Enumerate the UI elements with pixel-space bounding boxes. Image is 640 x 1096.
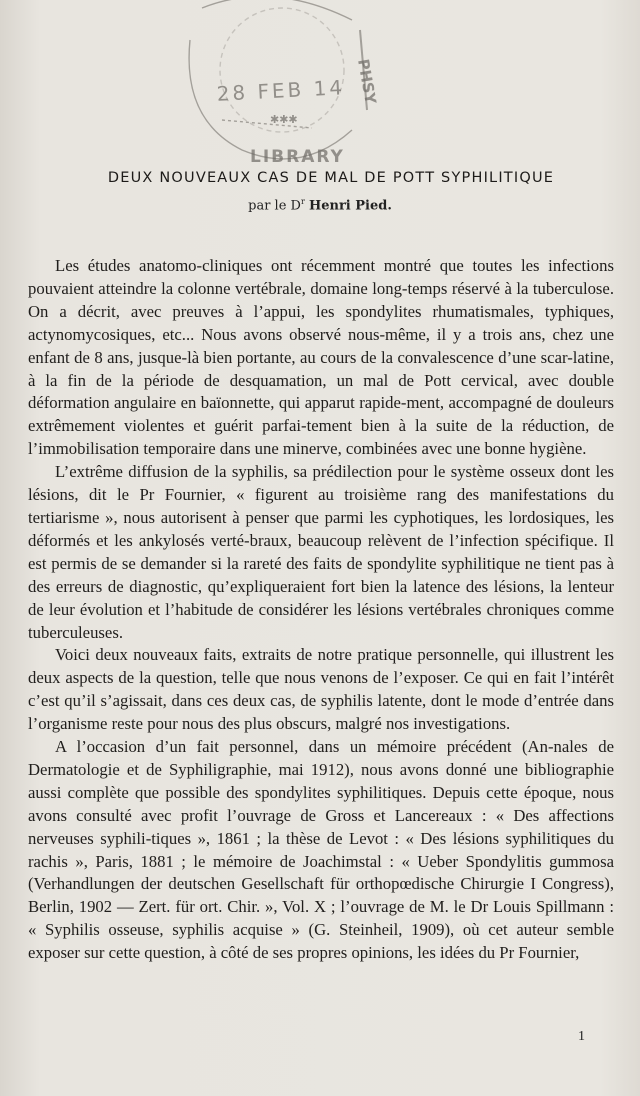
author-title-sup: r — [300, 197, 305, 206]
author-prefix: par le D — [248, 198, 301, 214]
svg-text:LIBRARY: LIBRARY — [250, 147, 345, 167]
library-stamp — [162, 0, 382, 168]
svg-text:PHSY: PHSY — [354, 57, 380, 106]
page-number: 1 — [578, 1029, 585, 1044]
paragraph: A l’occasion d’un fait personnel, dans un mémoire précédent (An-nales de Dermatologie et de Syphiligraphie, mai 1912), nous avons donné une bibliographie aussi complète que possible des spondylites syphilitiques. Depuis cette époque, nous avons consulté avec profit l’ouvrage de Gross et Lancereaux : « Des affections nerveuses syphili-tiques », 1861 ; la thèse de Levot : « Des lésions syphilitiques du rachis », Paris, 1881 ; le mémoire de Joachimstal : « Ueber Spondylitis gummosa (Verhandlungen der deutschen Gesellschaft für orthopœdische Chirurgie I Congress), Berlin, 1902 — Zert. für ort. Chir. », Vol. X ; l’ouvrage de M. le Dr Louis Spillmann : « Syphilis osseuse, syphilis acquise » (G. Steinheil, 1909), où cet auteur semble exposer sur cette question, à côté de ses propres opinions, les idées du Pr Fournier, — [28, 737, 614, 963]
article-title: DEUX NOUVEAUX CAS DE MAL DE POTT SYPHILITIQUE — [107, 170, 555, 186]
article-body — [28, 255, 614, 965]
paragraph: Voici deux nouveaux faits, extraits de notre pratique personnelle, qui illustrent les deux aspects de la question, telle que nous venons de l’exposer. Ce qui en fait l’intérêt c’est qu’il s’agissait, dans ces deux cas, de syphilis latente, dont le mode d’entrée dans l’organisme reste pour nous des plus obscurs, malgré nos investigations. — [28, 645, 614, 734]
stamp-seal-icon — [162, 0, 382, 168]
author-name: Henri Pied. — [308, 198, 392, 214]
paragraph: Les études anatomo-cliniques ont récemment montré que toutes les infections pouvaient atteindre la colonne vertébrale, domaine long-temps réservé à la tuberculose. On a décrit, avec preuves à l’appui, les spondylites rhumatismales, typhiques, actynomycosiques, etc... Nous avons observé nous-même, il y a trois ans, chez une enfant de 8 ans, jusque-là bien portante, au cours de la convalescence d’une scar-latine, à la fin de la période de desquamation, un mal de Pott cervical, avec double déformation angulaire en baïonnette, qui apparut rapide-ment, accompagné de douleurs extrêmement violentes et guérit parfai-tement bien à la suite de la réduction, de l’immobilisation temporaire dans une minerve, combinées avec une bonne hygiène. — [28, 256, 614, 459]
svg-text:✱✱✱: ✱✱✱ — [270, 113, 298, 126]
author-line — [0, 197, 640, 213]
paragraph: L’extrême diffusion de la syphilis, sa prédilection pour le système osseux dont les lésions, dit le Pr Fournier, « figurent au troisième rang des manifestations du tertiarisme », nous autorisent à penser que parmi les cyphotiques, les lordosiques, les déformés et les ankylosés verté-braux, beaucoup relèvent de l’infection spécifique. Il est permis de se demander si la rareté des faits de spondylite syphilitique ne tient pas à des erreurs de diagnostic, qu’expliqueraient fort bien la latence des lésions, la lenteur de leur évolution et l’habitude de considérer les lésions vertébrales chroniques comme tuberculeuses. — [28, 462, 614, 642]
svg-text:28 FEB 14: 28 FEB 14 — [216, 75, 346, 106]
